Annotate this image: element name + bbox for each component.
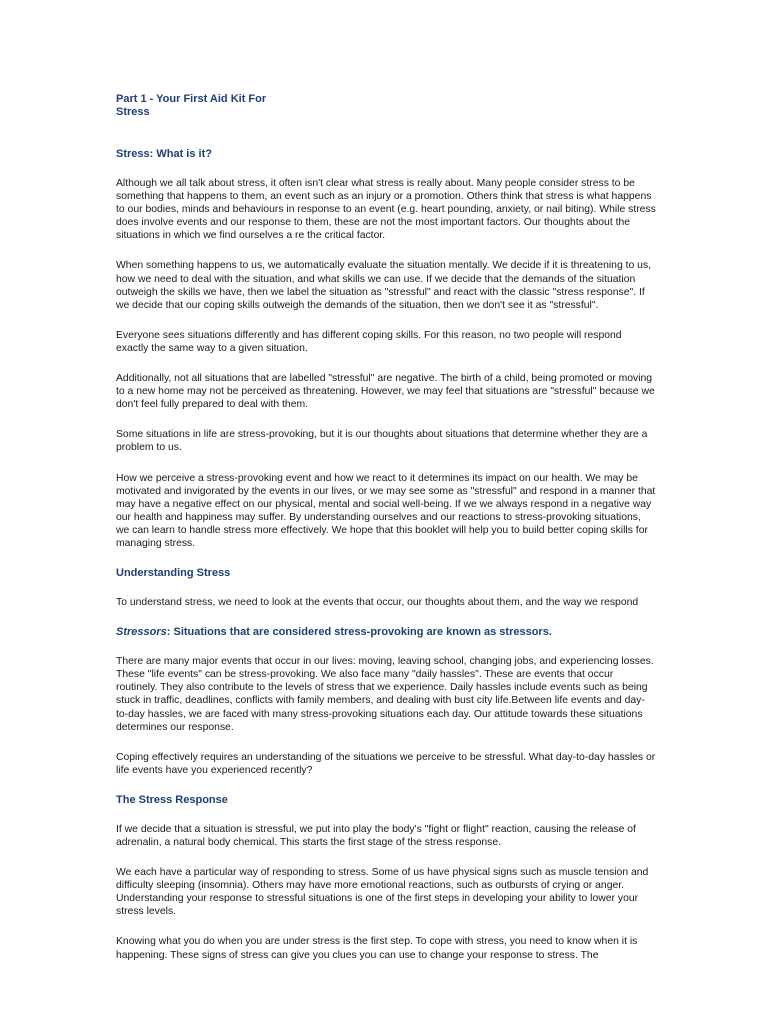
paragraph: How we perceive a stress-provoking event and how we react to it determines its impact on our health. We may be motivated and invigorated by the events in our lives, or we may see some as "stressful" and respond in a manner that may have a negative effect on our physical, mental and social well-being. If we we always respond in a negative way our health and happiness may suffer. By understanding ourselves and our reactions to stress-provoking situations, we can learn to handle stress more effectively. We hope that this booklet will help you to build better coping skills for managing stress. xyxy=(116,472,656,549)
heading-understanding-stress: Understanding Stress xyxy=(116,567,231,580)
paragraph: There are many major events that occur in our lives: moving, leaving school, changing jobs, and experiencing losses. These "life events" can be stress-provoking. We also face many "daily hassles". These are events that occur routinely. They also contribute to the levels of stress that we experience. Daily hassles include events such as being stuck in traffic, deadlines, conflicts with family members, and dealing with bust city life.Between life events and day-to-day hassles, we are faced with many stress-provoking situations each day. Our attitude towards these situations determines our response. xyxy=(116,656,654,733)
paragraph: We each have a particular way of responding to stress. Some of us have physical signs such as muscle tension and difficulty sleeping (insomnia). Others may have more emotional reactions, such as outbursts of crying or anger. Understanding your response to stressful situations is one of the first steps in developing your ability to lower your stress levels. xyxy=(116,867,649,918)
paragraph: Coping effectively requires an understanding of the situations we perceive to be stressful. What day-to-day hassles or life events have you experienced recently? xyxy=(116,751,656,776)
stressors-text: : Situations that are considered stress-provoking are known as stressors. xyxy=(166,626,552,639)
document-body xyxy=(116,93,656,979)
paragraph: Knowing what you do when you are under stress is the first step. To cope with stress, you need to know when it is happening. These signs of stress can give you clues you can use to change your response to stress. The xyxy=(116,936,638,961)
paragraph: Some situations in life are stress-provoking, but it is our thoughts about situations that determine whether they are a problem to us. xyxy=(116,429,648,454)
document-title: Part 1 - Your First Aid Kit For Stress xyxy=(116,93,267,118)
stressors-term: Stressors xyxy=(116,626,167,639)
paragraph: Although we all talk about stress, it often isn't clear what stress is really about. Many people consider stress to be something that happens to them, an event such as an injury or a promotion. Others think that stress is what happens to our bodies, minds and behaviours in response to an event (e.g. heart pounding, anxiety, or nail biting). While stress does involve events and our response to them, these are not the most important factors. Our thoughts about the situations in which we find ourselves a re the critical factor. xyxy=(116,178,656,242)
paragraph: Additionally, not all situations that are labelled "stressful" are negative. The birth of a child, being promoted or moving to a new home may not be perceived as threatening. However, we may feel that situations are "stressful" because we don't feel fully prepared to deal with them. xyxy=(116,373,655,411)
paragraph: When something happens to us, we automatically evaluate the situation mentally. We decide if it is threatening to us, how we need to deal with the situation, and what skills we can use. If we decide that the demands of the situation outweigh the skills we have, then we label the situation as "stressful" and react with the classic "stress response". If we decide that our coping skills outweigh the demands of the situation, then we don't see it as "stressful". xyxy=(116,260,652,311)
paragraph: Everyone sees situations differently and has different coping skills. For this reason, no two people will respond exactly the same way to a given situation. xyxy=(116,329,622,354)
heading-what-is-stress: Stress: What is it? xyxy=(116,148,212,160)
paragraph: To understand stress, we need to look at the events that occur, our thoughts about them, and the way we respond xyxy=(116,597,639,609)
stressors-definition xyxy=(116,626,656,639)
heading-stress-response: The Stress Response xyxy=(116,793,228,806)
paragraph: If we decide that a situation is stressful, we put into play the body's "fight or flight" reaction, causing the release of adrenalin, a natural body chemical. This starts the first stage of the stress response. xyxy=(116,823,636,848)
